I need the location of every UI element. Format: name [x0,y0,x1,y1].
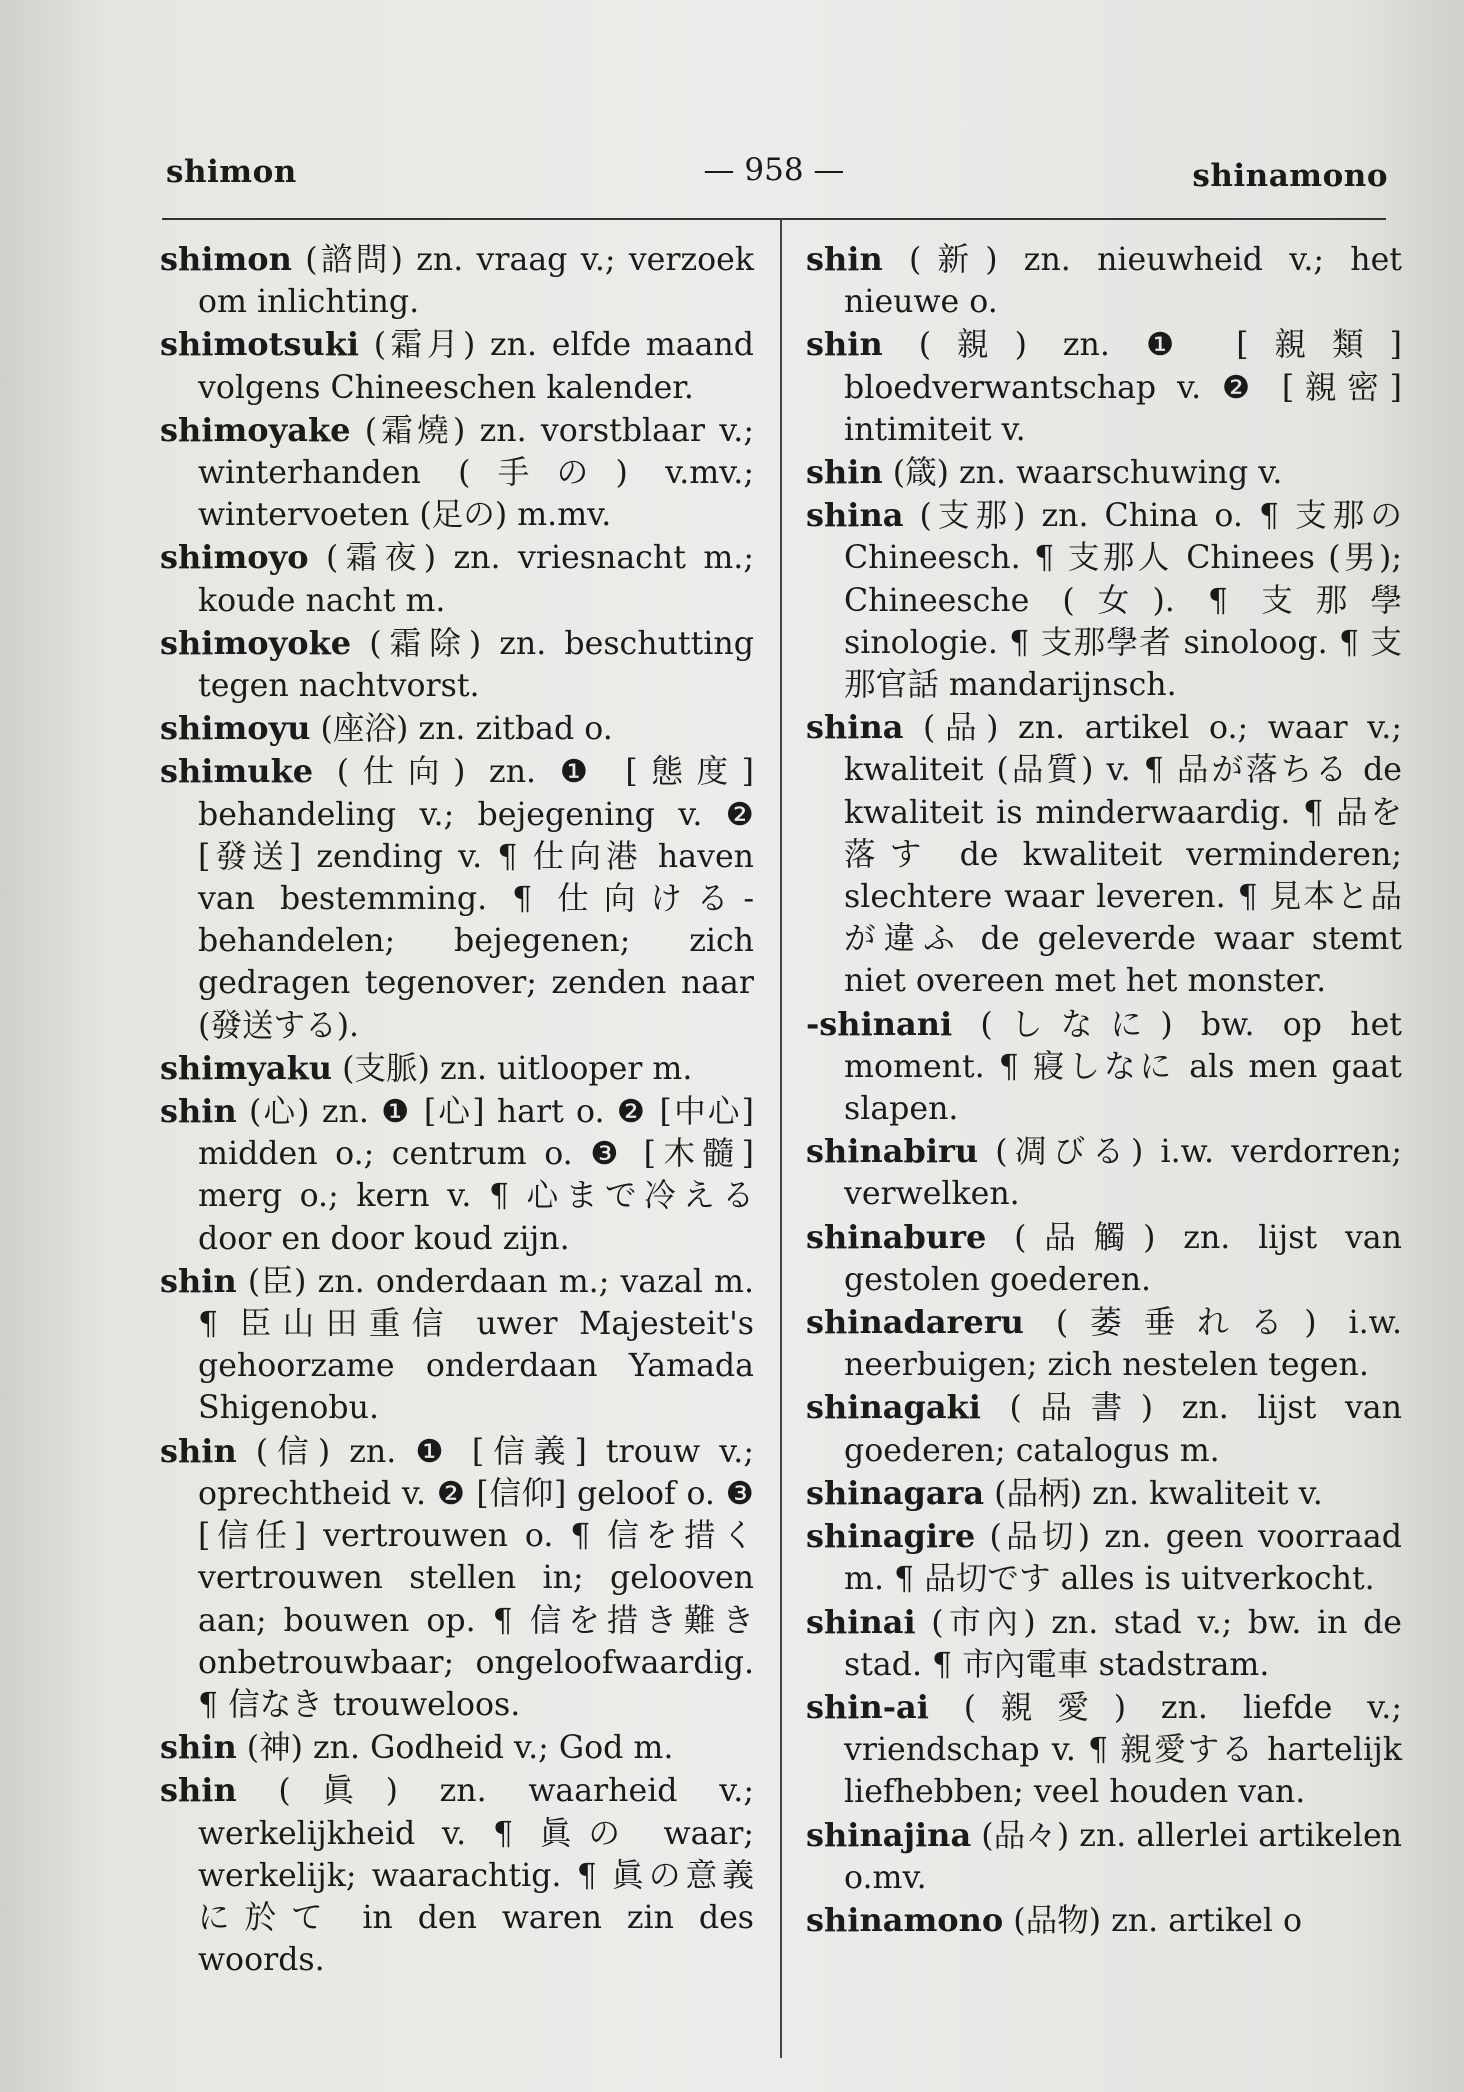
right-column [806,238,1402,1942]
entry-shinabure [806,1216,1402,1301]
entry-shin-ai [806,1686,1402,1814]
headword: shimoyake [160,410,351,449]
headword: shinagaki [806,1388,981,1427]
page-number: — 958 — [703,152,845,188]
headword: shin [160,1261,237,1300]
entry-shin-truth [160,1769,754,1981]
entry-shinagaki [806,1386,1402,1471]
definition: (萎垂れる) i.w. neerbuigen; zich nestelen tegen. [844,1305,1402,1384]
entry-shimoyo [160,536,754,621]
entry-shinamono [806,1899,1402,1942]
definition: (心) zn. ❶ [心] hart o. ❷ [中心] midden o.; centrum o. ❸ [木髓] merg o.; kern v. ¶ 心まで冷える door en door koud zijn. [198,1094,754,1257]
definition: (しなに) bw. op het moment. ¶ 寢しなに als men gaat slapen. [844,1006,1402,1128]
entry-shimon [160,238,754,323]
headword: shinagara [806,1473,985,1512]
headword: shin [160,1431,237,1470]
left-guide-word: shimon [166,154,297,190]
entry-shinagara [806,1472,1402,1515]
entry-shimyaku [160,1047,754,1090]
definition: (眞) zn. waarheid v.; werkelijkheid v. ¶ 眞の waar; werkelijk; waarachtig. ¶ 眞の意義に於て in den waren zin des woords. [198,1773,754,1979]
entry-shina-china [806,494,1402,706]
headword: shinadareru [806,1303,1024,1342]
definition: (諮問) zn. vraag v.; verzoek om inlichting. [198,242,754,321]
definition: (霜月) zn. elfde maand volgens Chineeschen kalender. [198,327,754,406]
entry-shinadareru [806,1301,1402,1386]
definition: (霜除) zn. beschutting tegen nachtvorst. [198,625,754,705]
column-divider [780,218,782,2058]
headword: shimon [160,240,292,278]
entry-shimotsuki [160,323,754,408]
entry-shimoyu [160,707,754,750]
headword: shinabure [806,1217,987,1256]
definition: (霜燒) zn. vorstblaar v.; winterhanden (手の) v.mv.; wintervoeten (足の) m.mv. [198,412,754,534]
headword: shina [806,496,904,535]
definition: (新) zn. nieuwheid v.; het nieuwe o. [844,242,1402,321]
entry-shinajina [806,1814,1402,1899]
definition: (品切) zn. geen voorraad m. ¶ 品切です alles is uitverkocht. [844,1519,1402,1598]
headword: -shinani [806,1004,953,1043]
entry-shinabiru [806,1130,1402,1215]
entry-shin-new [806,238,1402,323]
definition: (仕向) zn. ❶ [態度] behandeling v.; bejegening v. ❷ [發送] zending v. ¶ 仕向港 haven van bestemming. ¶ 仕向ける-behandelen; bejegenen; zich gedragen tegenover; zenden naar (發送する). [198,754,754,1044]
headword: shinai [806,1602,916,1641]
headword: shimyaku [160,1048,333,1087]
entry-shin-subject [160,1260,754,1430]
entry-shin-god [160,1726,754,1769]
entry-shinani [806,1003,1402,1131]
entry-shina-article [806,706,1402,1002]
left-column [160,238,754,1981]
definition: (箴) zn. waarschuwing v. [882,455,1283,492]
definition: (品物) zn. artikel o [1003,1902,1303,1939]
headword: shinajina [806,1815,972,1854]
headword: shimoyoke [160,623,352,662]
headword: shimotsuki [160,325,360,364]
definition: (凋びる) i.w. verdorren; verwelken. [844,1134,1402,1213]
headword: shin [160,1728,237,1767]
entry-shimuke [160,750,754,1046]
definition: (神) zn. Godheid v.; God m. [236,1730,674,1767]
entry-shin-heart [160,1090,754,1260]
headword: shin [806,325,883,364]
headword: shinagire [806,1517,976,1556]
headword: shina [806,708,904,747]
definition: (霜夜) zn. vriesnacht m.; koude nacht m. [198,540,754,619]
definition: (支脈) zn. uitlooper m. [332,1050,693,1087]
definition: (品書) zn. lijst van goederen; catalogus m. [844,1390,1402,1469]
entry-shinai [806,1601,1402,1686]
headword: shinabiru [806,1132,979,1171]
header-rule [162,218,1386,220]
headword: shin-ai [806,1687,929,1726]
definition: (品々) zn. allerlei artikelen o.mv. [844,1817,1402,1896]
definition: (市內) zn. stad v.; bw. in de stad. ¶ 市內電車 stadstram. [844,1604,1402,1683]
definition: (臣) zn. onderdaan m.; vazal m. ¶ 臣山田重信 uwer Majesteit's gehoorzame onderdaan Yamada Shigenobu. [198,1263,754,1427]
definition: (支那) zn. China o. ¶ 支那の Chineesch. ¶ 支那人 Chinees (男); Chineesche (女). ¶ 支那學 sinologie. ¶ 支那學者 sinoloog. ¶ 支那官話 mandarijnsch. [844,498,1402,704]
headword: shin [806,453,883,492]
definition: (信) zn. ❶ [信義] trouw v.; oprechtheid v. ❷ [信仰] geloof o. ❸ [信任] vertrouwen o. ¶ 信を措く vertrouwen stellen in; gelooven aan; bouwen op. ¶ 信を措き難き onbetrouwbaar; ongeloofwaardig. ¶ 信なき trouweloos. [198,1433,754,1723]
definition: (座浴) zn. zitbad o. [310,711,613,748]
headword: shimoyo [160,538,309,577]
headword: shin [806,240,883,278]
entry-shin-kin [806,323,1402,451]
entry-shimoyake [160,409,754,537]
headword: shinamono [806,1900,1004,1939]
headword: shimoyu [160,709,311,748]
definition: (品柄) zn. kwaliteit v. [984,1475,1323,1512]
definition: (品) zn. artikel o.; waar v.; kwaliteit (品質) v. ¶ 品が落ちる de kwaliteit is minderwaardig. ¶ 品を落す de kwaliteit verminderen; slechtere waar leveren. ¶ 見本と品が違ふ de geleverde waar stemt niet overeen met het monster. [844,710,1402,1000]
headword: shin [160,1771,237,1810]
right-guide-word: shinamono [1192,158,1388,194]
entry-shimoyoke [160,622,754,707]
page-header [160,150,1388,200]
definition: (品觸) zn. lijst van gestolen goederen. [844,1219,1402,1298]
headword: shimuke [160,752,314,791]
definition: (親) zn. ❶ [親類] bloedverwantschap v. ❷ [親密] intimiteit v. [844,327,1402,448]
headword: shin [160,1092,237,1131]
entry-shin-trust [160,1430,754,1726]
entry-shin-warning [806,451,1402,494]
definition: (親愛) zn. liefde v.; vriendschap v. ¶ 親愛する hartelijk liefhebben; veel houden van. [844,1689,1402,1811]
entry-shinagire [806,1515,1402,1600]
